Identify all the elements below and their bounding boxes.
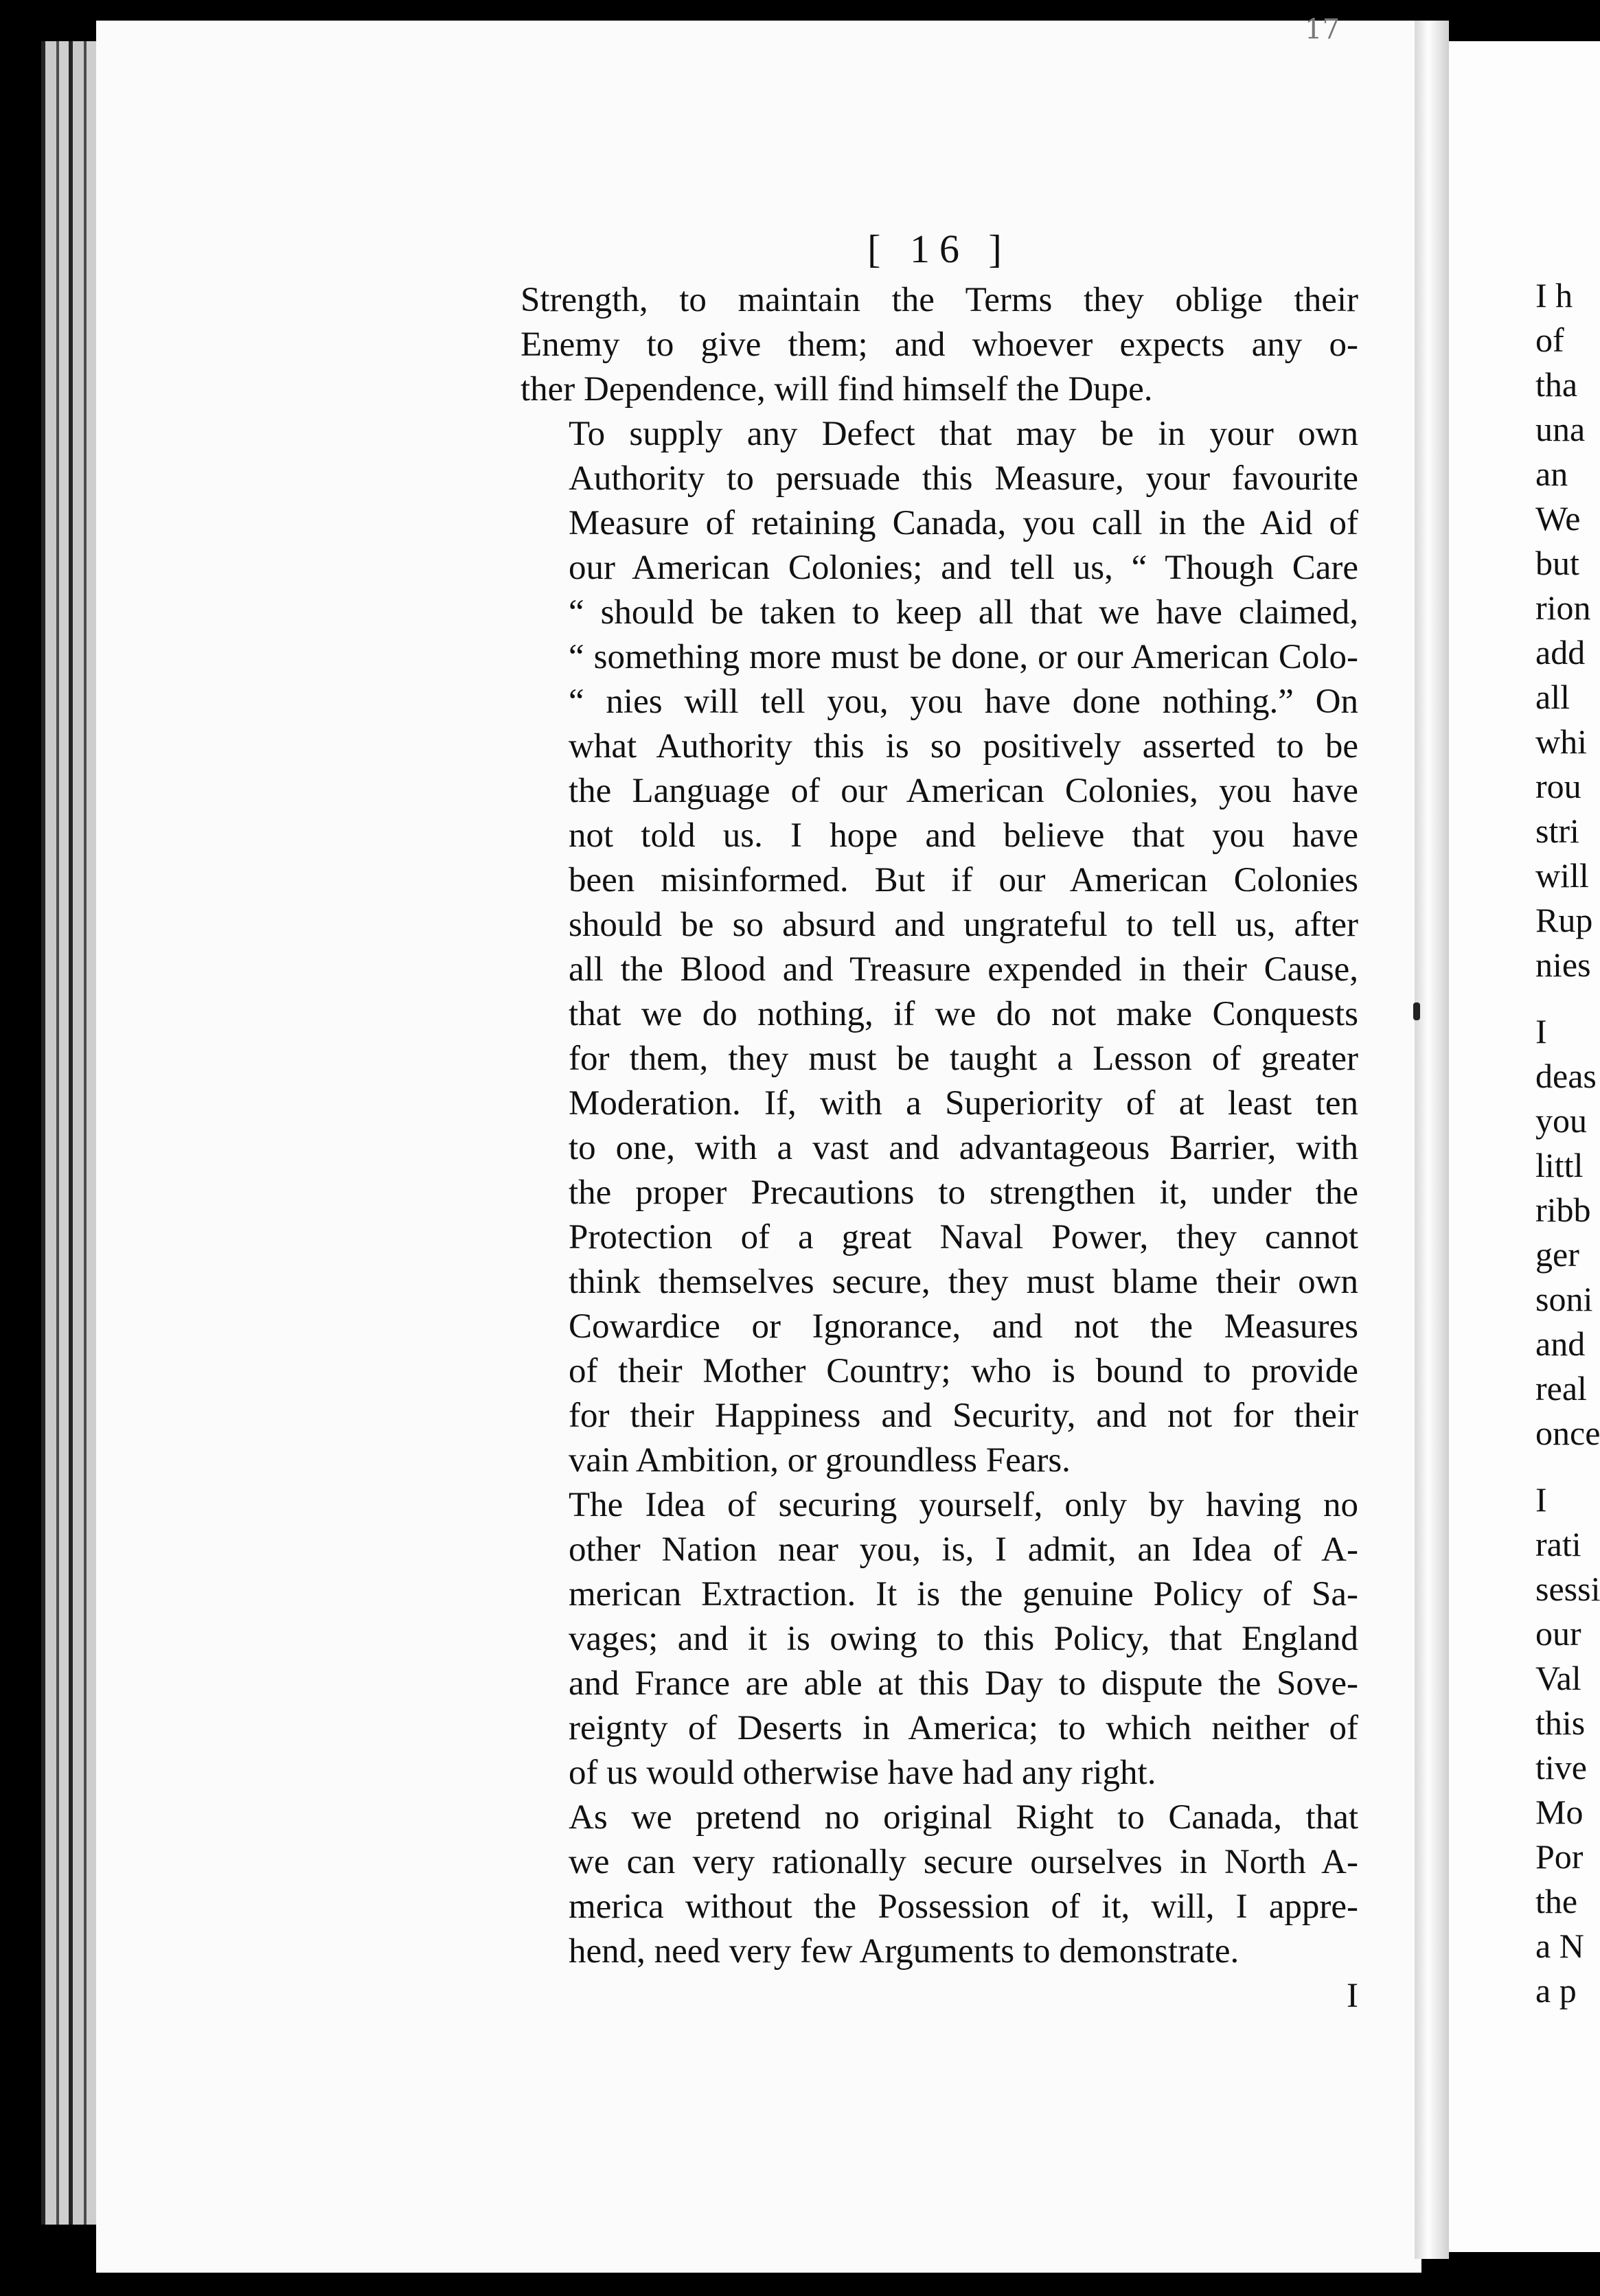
margin-mark (1413, 1002, 1420, 1020)
text-line: “ should be taken to keep all that we have claimed, (569, 593, 1358, 632)
facing-fragment: ger (1535, 1235, 1579, 1274)
text-line: of us would otherwise have had any right. (569, 1754, 1156, 1792)
text-line: for them, they must be taught a Lesson of greater (569, 1040, 1358, 1078)
facing-fragment: littl (1535, 1146, 1584, 1184)
facing-fragment: a p (1535, 1971, 1577, 2010)
text-line: Strength, to maintain the Terms they oblige their (521, 281, 1358, 319)
facing-fragment: our (1535, 1614, 1581, 1653)
text-line: not told us. I hope and believe that you have (569, 816, 1358, 855)
text-line: “ nies will tell you, you have done nothing.” On (569, 682, 1358, 721)
facing-fragment: tha (1535, 365, 1578, 404)
text-line: reignty of Deserts in America; to which neither of (569, 1709, 1358, 1747)
page-number: [ 16 ] (867, 227, 1012, 271)
facing-fragment: will (1535, 856, 1589, 895)
facing-fragment: but (1535, 544, 1579, 582)
text-line: Authority to persuade this Measure, your favourite (569, 459, 1358, 498)
facing-fragment: tive (1535, 1748, 1587, 1787)
text-line: for their Happiness and Security, and not for their (569, 1397, 1358, 1435)
facing-fragment: una (1535, 410, 1586, 448)
text-line: merica without the Possession of it, will, I appre- (569, 1887, 1358, 1926)
text-line: Cowardice or Ignorance, and not the Measures (569, 1307, 1358, 1346)
facing-fragment: rou (1535, 767, 1581, 805)
facing-fragment: soni (1535, 1280, 1593, 1318)
facing-fragment: a N (1535, 1927, 1584, 1965)
text-line: to one, with a vast and advantageous Barrier, with (569, 1129, 1358, 1167)
facing-fragment: stri (1535, 812, 1579, 850)
paragraph-gap (1535, 1456, 1597, 1478)
text-line: our American Colonies; and tell us, “ Though Care (569, 549, 1358, 587)
facing-fragment: and (1535, 1324, 1586, 1363)
facing-fragment: this (1535, 1703, 1586, 1742)
text-line: the Language of our American Colonies, you have (569, 772, 1358, 810)
facing-page-text (1535, 273, 1600, 2013)
paragraph (521, 278, 1358, 412)
text-line: the proper Precautions to strengthen it, under the (569, 1173, 1358, 1212)
facing-fragment: once (1535, 1414, 1600, 1452)
text-line: As we pretend no original Right to Canada, that (569, 1798, 1358, 1837)
facing-fragment: Mo (1535, 1793, 1584, 1831)
facing-fragment: I (1535, 1480, 1547, 1519)
facing-fragment: We (1535, 499, 1581, 538)
facing-fragment: you (1535, 1101, 1587, 1140)
text-line: and France are able at this Day to dispute the Sove- (569, 1664, 1358, 1703)
text-line: we can very rationally secure ourselves in North A- (569, 1843, 1358, 1881)
paragraphs (521, 278, 1358, 1974)
text-line: Protection of a great Naval Power, they cannot (569, 1218, 1358, 1256)
text-line: think themselves secure, they must blame their own (569, 1263, 1358, 1301)
text-line: should be so absurd and ungrateful to tell us, after (569, 906, 1358, 944)
facing-fragment: ribb (1535, 1191, 1591, 1229)
catchword: I (1347, 1977, 1358, 2015)
facing-fragment: whi (1535, 722, 1587, 761)
facing-fragment: real (1535, 1369, 1587, 1408)
text-line: what Authority this is so positively asserted to be (569, 727, 1358, 766)
facing-fragment: deas (1535, 1057, 1597, 1095)
facing-fragment: Por (1535, 1837, 1584, 1876)
text-line: “ something more must be done, or our American Colo- (569, 638, 1358, 676)
text-line: that we do nothing, if we do not make Conquests (569, 995, 1358, 1033)
text-line: Measure of retaining Canada, you call in the Aid of (569, 504, 1358, 542)
text-line: all the Blood and Treasure expended in their Cause, (569, 950, 1358, 989)
corner-mark: 17 (1305, 14, 1340, 45)
facing-fragment: an (1535, 455, 1568, 493)
text-line: To supply any Defect that may be in your own (569, 415, 1358, 453)
facing-fragment: rion (1535, 588, 1591, 627)
facing-fragment: rati (1535, 1525, 1581, 1563)
paragraph-gap (1535, 987, 1597, 1009)
text-line: ther Dependence, will find himself the Dupe. (521, 370, 1153, 409)
facing-fragment: nies (1535, 945, 1591, 984)
book-gutter (1415, 21, 1449, 2259)
facing-fragment: I h (1535, 276, 1573, 314)
facing-fragment: all (1535, 678, 1570, 716)
text-line: other Nation near you, is, I admit, an Idea of A- (569, 1530, 1358, 1569)
facing-fragment: I (1535, 1012, 1547, 1051)
page-text (521, 227, 1358, 2019)
facing-fragment: add (1535, 633, 1586, 671)
text-line: of their Mother Country; who is bound to provide (569, 1352, 1358, 1390)
text-line: merican Extraction. It is the genuine Policy of Sa- (569, 1575, 1358, 1614)
paragraph (521, 412, 1358, 1483)
text-line: Moderation. If, with a Superiority of at least ten (569, 1084, 1358, 1123)
text-line: Enemy to give them; and whoever expects any o- (521, 325, 1358, 364)
facing-fragment: Val (1535, 1659, 1581, 1697)
text-line: vages; and it is owing to this Policy, that England (569, 1620, 1358, 1658)
facing-fragment: the (1535, 1882, 1578, 1920)
text-line: hend, need very few Arguments to demonstrate. (569, 1932, 1239, 1971)
text-line: been misinformed. But if our American Colonies (569, 861, 1358, 899)
facing-fragment: sessi (1535, 1570, 1600, 1608)
paragraph (521, 1483, 1358, 1795)
facing-fragment: Rup (1535, 901, 1593, 939)
facing-fragment: of (1535, 321, 1564, 359)
paragraph (521, 1795, 1358, 1974)
text-line: vain Ambition, or groundless Fears. (569, 1441, 1071, 1480)
text-line: The Idea of securing yourself, only by having no (569, 1486, 1358, 1524)
